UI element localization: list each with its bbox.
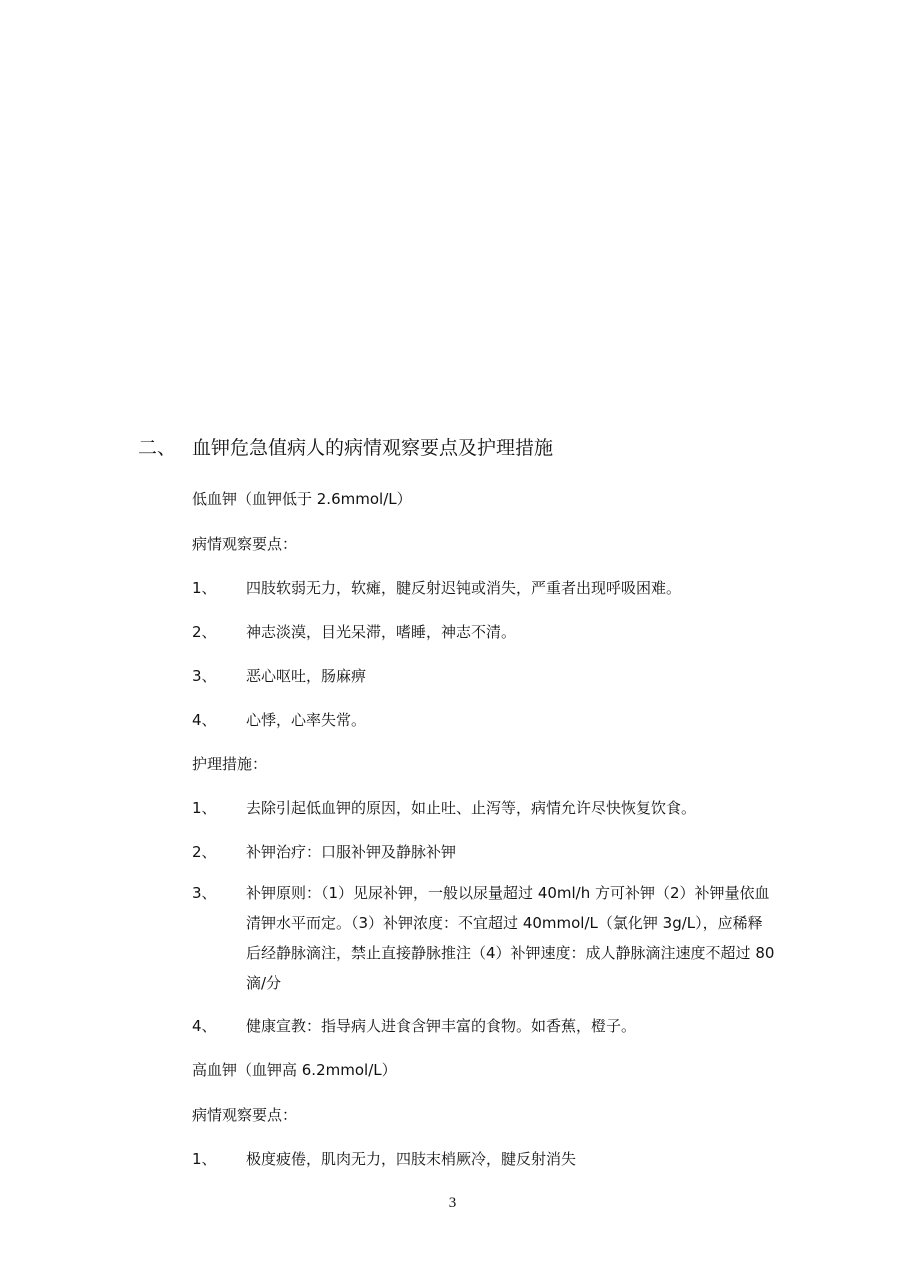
low-care-label: 护理措施： xyxy=(192,755,268,773)
item-text: 神志淡漠，目光呆滞，嗜睡，神志不清。 xyxy=(246,623,517,641)
item-number: 3、 xyxy=(192,884,217,902)
item-number: 1、 xyxy=(192,799,217,817)
item-text: 极度疲倦，肌肉无力，四肢末梢厥冷，腱反射消失 xyxy=(246,1150,577,1168)
low-observe-label: 病情观察要点： xyxy=(192,535,298,553)
item-text: 补钾原则：（1）见尿补钾，一般以尿量超过 40ml/h 方可补钾（2）补钾量依血清钾水平而定。（3）补钾浓度：不宜超过 40mmol/L（氯化钾 3g/L），应稀释后经静脉滴注，禁止直接静脉推注（4）补钾速度：成人静脉滴注速度不超过 80 滴/分 xyxy=(246,884,775,992)
item-text: 健康宣教：指导病人进食含钾丰富的食物。如香蕉，橙子。 xyxy=(246,1017,637,1035)
page-number: 3 xyxy=(448,1195,457,1211)
item-number: 4、 xyxy=(192,1017,217,1035)
item-text: 去除引起低血钾的原因，如止吐、止泻等，病情允许尽快恢复饮食。 xyxy=(246,799,697,817)
high-potassium-heading: 高血钾（血钾高 6.2mmol/L） xyxy=(192,1061,397,1079)
low-care-item-3 xyxy=(192,878,776,998)
section-title: 血钾危急值病人的病情观察要点及护理措施 xyxy=(192,437,554,459)
section-heading xyxy=(138,433,553,460)
item-number: 2、 xyxy=(192,843,217,861)
item-text: 四肢软弱无力，软瘫，腱反射迟钝或消失，严重者出现呼吸困难。 xyxy=(246,579,682,597)
high-observe-label: 病情观察要点： xyxy=(192,1106,298,1124)
item-text: 补钾治疗：口服补钾及静脉补钾 xyxy=(246,843,457,861)
item-number: 2、 xyxy=(192,623,217,641)
item-number: 3、 xyxy=(192,667,217,685)
item-number: 4、 xyxy=(192,711,217,729)
item-text: 心悸，心率失常。 xyxy=(246,711,367,729)
low-potassium-heading: 低血钾（血钾低于 2.6mmol/L） xyxy=(192,490,412,508)
item-number: 1、 xyxy=(192,579,217,597)
section-number: 二、 xyxy=(138,437,177,459)
item-number: 1、 xyxy=(192,1150,217,1168)
item-text: 恶心呕吐，肠麻痹 xyxy=(246,667,367,685)
